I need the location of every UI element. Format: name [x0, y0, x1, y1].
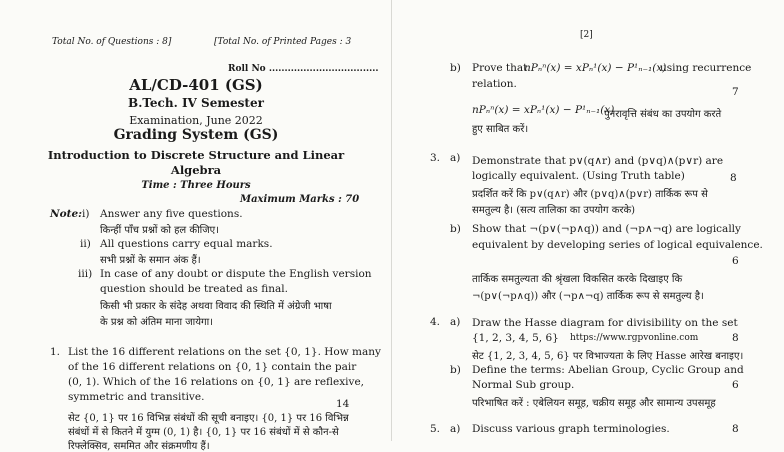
note-text: All questions carry equal marks. — [100, 238, 273, 250]
q3b-text: equivalent by developing series of logical equivalence. — [472, 239, 763, 251]
q4b-text-hindi: परिभाषित करें : एबेलियन समूह, चक्रीय समूह और सामान्य उपसमूह — [472, 398, 716, 409]
sub-question-label: a) — [450, 152, 461, 164]
q4b-text: Define the terms: Abelian Group, Cyclic Group and — [472, 364, 744, 376]
q2b-marks: 7 — [732, 86, 739, 98]
q2b-text: relation. — [472, 78, 517, 90]
total-questions: Total No. of Questions : 8] — [52, 37, 172, 47]
q4b-text: Normal Sub group. — [472, 379, 575, 391]
note-text: Answer any five questions. — [100, 208, 243, 220]
q4a-marks: 8 — [732, 332, 739, 344]
q4a-text: Draw the Hasse diagram for divisibility on the set — [472, 317, 738, 329]
watermark-url: https://www.rgpvonline.com — [570, 333, 699, 343]
note-num: ii) — [80, 238, 91, 250]
q1-text: (0, 1). Which of the 16 relations on {0, 1} are reflexive, — [68, 376, 365, 388]
q1-text-hindi: रिफ्लेक्सिव, सममित और संक्रमणीय हैं। — [68, 441, 210, 452]
q1-text: symmetric and transitive. — [68, 391, 205, 403]
q2b-text: Prove that — [472, 62, 528, 74]
question-number: 5. — [430, 423, 441, 435]
note-text-hindi: के प्रश्न को अंतिम माना जायेगा। — [100, 317, 214, 328]
q4b-marks: 6 — [732, 379, 739, 391]
q1-text: of the 16 different relations on {0, 1} contain the pair — [68, 361, 357, 373]
q3a-text-hindi: समतुल्य है। (सत्य तालिका का उपयोग करके) — [472, 205, 636, 216]
note-text: question should be treated as final. — [100, 283, 288, 295]
q3a-text: Demonstrate that p∨(q∧r) and (p∨q)∧(p∨r) are — [472, 155, 724, 167]
q2b-formula: nPₙⁿ(x) = xPₙ¹(x) − P¹ₙ₋₁(x) — [524, 62, 667, 74]
q2b-text-hindi: हुए साबित करें। — [472, 124, 529, 135]
sub-question-label: b) — [450, 62, 461, 74]
semester: B.Tech. IV Semester — [128, 96, 264, 110]
q5a-marks: 8 — [732, 423, 739, 435]
note-text-hindi: किसी भी प्रकार के संदेह अथवा विवाद की स्थिति में अंग्रेजी भाषा — [100, 301, 332, 312]
note-text-hindi: सभी प्रश्नों के समान अंक हैं। — [100, 255, 201, 266]
max-marks: Maximum Marks : 70 — [240, 194, 360, 205]
q3b-text-hindi: ¬(p∨(¬p∧q)) और (¬p∧¬q) तार्किक रूप से समतुल्य है। — [472, 291, 704, 302]
q3b-marks: 6 — [732, 255, 739, 267]
q4a-text: {1, 2, 3, 4, 5, 6} — [472, 332, 559, 344]
paper-code: AL/CD-401 (GS) — [129, 76, 263, 94]
q3b-text-hindi: तार्किक समतुल्यता की श्रृंखला विकसित करके दिखाइए कि — [472, 274, 683, 285]
q2b-formula-hindi: nPₙⁿ(x) = xPₙ¹(x) − P¹ₙ₋₁(x) — [472, 104, 615, 116]
q3a-text-hindi: प्रदर्शित करें कि p∨(q∧r) और (p∨q)∧(p∨r) तार्किक रूप से — [472, 189, 708, 200]
sub-question-label: a) — [450, 423, 461, 435]
q5a-text: Discuss various graph terminologies. — [472, 423, 670, 435]
q1-text: List the 16 different relations on the set {0, 1}. How many — [68, 346, 381, 358]
grading-system: Grading System (GS) — [113, 127, 279, 143]
q4a-text-hindi: सेट {1, 2, 3, 4, 5, 6} पर विभाज्यता के लिए Hasse आरेख बनाइए। — [472, 351, 744, 362]
q1-marks: 14 — [336, 398, 350, 410]
note-text: In case of any doubt or dispute the English version — [100, 268, 372, 280]
time: Time : Three Hours — [141, 180, 251, 191]
q2b-text: using recurrence — [660, 62, 752, 74]
q3b-text: Show that ¬(p∨(¬p∧q)) and (¬p∧¬q) are logically — [472, 223, 741, 235]
question-number: 4. — [430, 316, 441, 328]
note-num: iii) — [78, 268, 93, 280]
note-label: Note: — [50, 208, 83, 220]
right-page — [392, 0, 784, 441]
page-number: [2] — [580, 30, 593, 40]
subject-line-2: Algebra — [170, 163, 222, 177]
sub-question-label: b) — [450, 364, 461, 376]
q3a-text: logically equivalent. (Using Truth table) — [472, 170, 685, 182]
sub-question-label: b) — [450, 223, 461, 235]
roll-no: Roll No ................................... — [228, 64, 379, 74]
q3a-marks: 8 — [730, 172, 737, 184]
q1-text-hindi: सेट {0, 1} पर 16 विभिन्न संबंधों की सूची बनाइए। {0, 1} पर 16 विभिन्न — [68, 413, 349, 424]
subject-line-1: Introduction to Discrete Structure and Linear — [47, 148, 345, 162]
sub-question-label: a) — [450, 316, 461, 328]
note-num: i) — [82, 208, 90, 220]
question-number: 3. — [430, 152, 441, 164]
note-text-hindi: किन्हीं पाँच प्रश्नों को हल कीजिए। — [100, 225, 219, 236]
exam-date: Examination, June 2022 — [129, 114, 263, 127]
total-pages: [Total No. of Printed Pages : 3 — [214, 37, 352, 47]
q1-text-hindi: संबंधों में से कितने में युग्म (0, 1) है। {0, 1} पर 16 संबंधों में से कौन-से — [68, 427, 339, 438]
q2b-text-hindi: पुनरावृत्ति संबंध का उपयोग करते — [604, 109, 722, 120]
question-number: 1. — [50, 346, 61, 358]
